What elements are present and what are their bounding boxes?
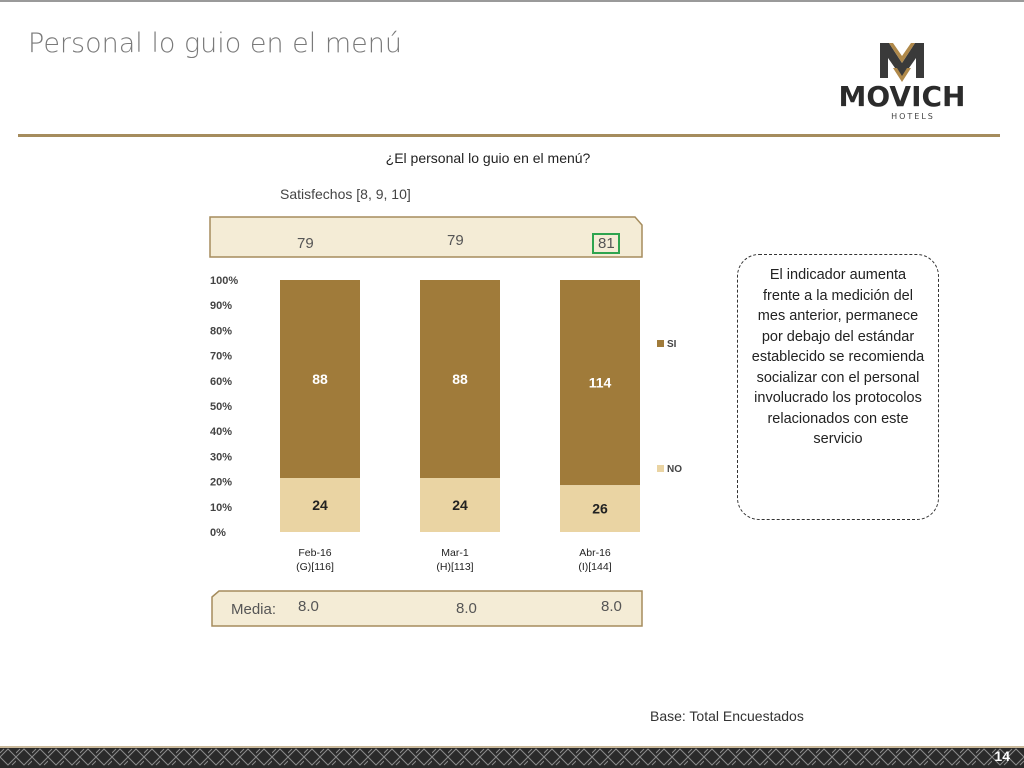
y-tick-label: 40%	[210, 426, 233, 439]
legend-label: NO	[667, 464, 682, 475]
movich-logo	[815, 38, 990, 123]
media-label: Media:	[231, 601, 277, 618]
chart-question: ¿El personal lo guio en el menú?	[385, 150, 591, 166]
legend-swatch	[657, 465, 664, 472]
x-tick-label: (G)[116]	[296, 561, 334, 573]
footer-pattern	[0, 746, 1024, 768]
media-value-1: 8.0	[298, 598, 319, 615]
satisfied-band	[208, 215, 644, 260]
satisfied-value-1: 79	[297, 235, 314, 252]
y-tick-label: 100%	[210, 275, 239, 287]
satisfied-value-2: 79	[447, 232, 464, 249]
base-note: Base: Total Encuestados	[650, 708, 804, 724]
y-tick-label: 20%	[210, 476, 233, 489]
page-number: 14	[994, 748, 1010, 764]
x-tick-label: (H)[113]	[436, 561, 474, 573]
y-tick-label: 80%	[210, 325, 233, 338]
y-tick-label: 30%	[210, 451, 233, 464]
media-value-2: 8.0	[456, 600, 477, 617]
insight-callout: El indicador aumenta frente a la medición del mes anterior, permanece por debajo del estándar establecido se recomienda socializar con el personal involucrado los protocolos relacionados con este servicio	[737, 254, 939, 520]
highlight-box	[592, 233, 620, 254]
y-tick-label: 0%	[210, 527, 226, 539]
legend-label: SI	[667, 339, 677, 350]
y-tick-label: 90%	[210, 300, 233, 313]
x-tick-label: Abr-16	[579, 547, 611, 559]
y-tick-label: 60%	[210, 375, 233, 388]
stacked-bar-chart	[200, 262, 700, 582]
media-value-3: 8.0	[601, 598, 622, 615]
x-tick-label: Feb-16	[298, 547, 332, 559]
logo-wordmark: MOVICH	[838, 80, 966, 113]
page-title: Personal lo guio en el menú	[28, 28, 403, 59]
legend-swatch	[657, 340, 664, 347]
y-tick-label: 50%	[210, 401, 233, 413]
x-tick-label: Mar-1	[441, 547, 469, 559]
data-label-si: 114	[588, 374, 612, 391]
satisfied-value-3: 81	[598, 235, 615, 252]
data-label-si: 88	[312, 371, 328, 387]
data-label-no: 24	[312, 497, 328, 513]
data-label-no: 26	[592, 500, 608, 517]
top-rule	[0, 0, 1024, 2]
logo-mark-icon	[880, 43, 924, 82]
x-tick-label: (I)[144]	[578, 561, 612, 573]
data-label-si: 88	[452, 371, 468, 387]
data-label-no: 24	[452, 497, 468, 513]
satisfied-label: Satisfechos [8, 9, 10]	[280, 186, 411, 202]
logo-subtitle: HOTELS	[891, 112, 935, 121]
header-divider	[18, 134, 1000, 137]
y-tick-label: 70%	[210, 350, 233, 363]
y-tick-label: 10%	[210, 501, 233, 514]
